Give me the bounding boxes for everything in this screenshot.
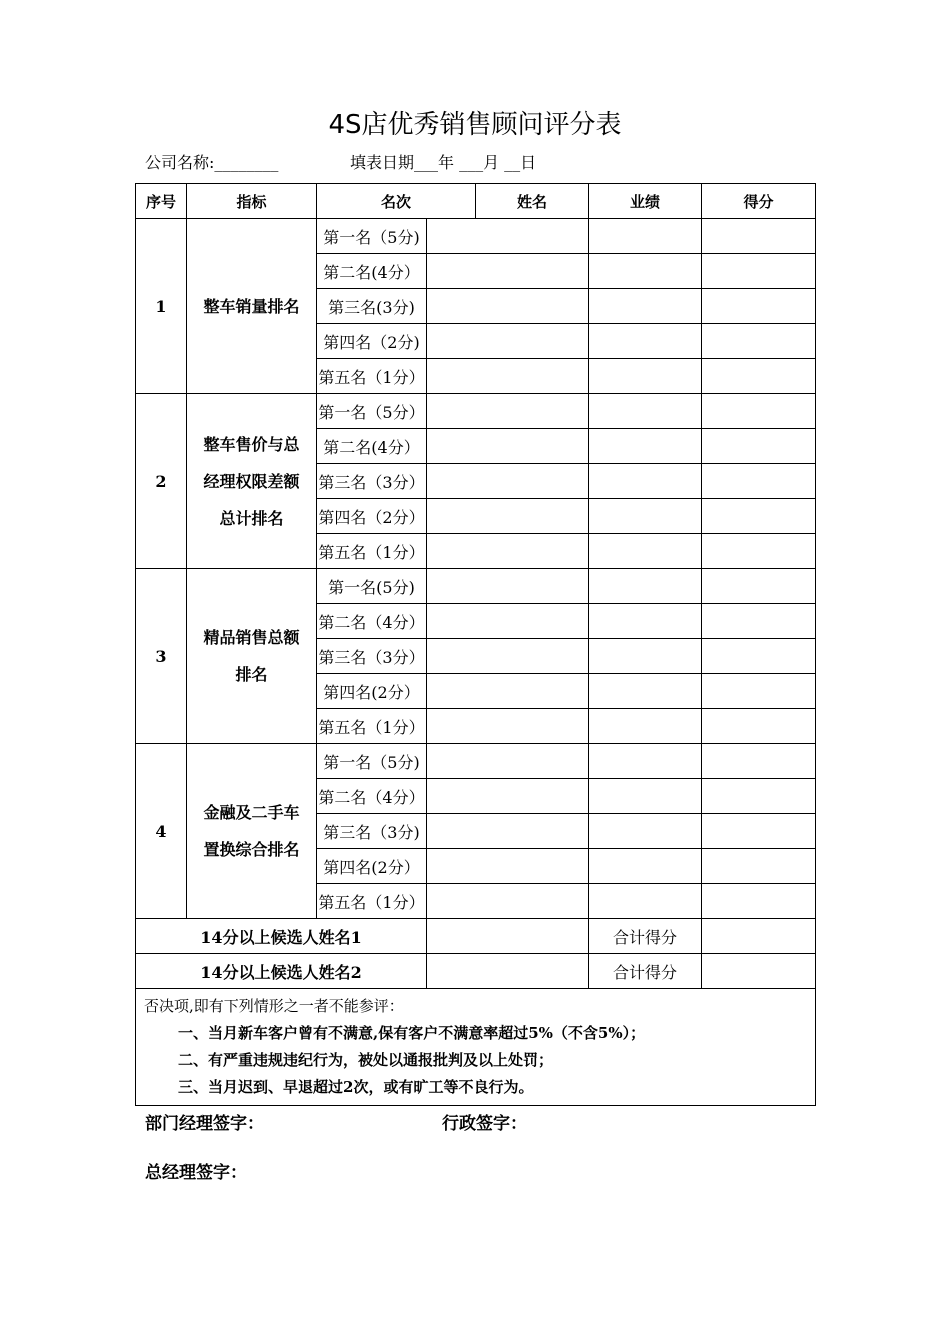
- score-cell[interactable]: [702, 359, 816, 394]
- performance-cell[interactable]: [589, 254, 702, 289]
- veto-item: 二、有严重违规违纪行为，被处以通报批判及以上处罚；: [178, 1051, 554, 1069]
- score-cell[interactable]: [702, 254, 816, 289]
- indicator-line: 置换综合排名: [203, 840, 300, 859]
- candidate-row: [136, 954, 816, 989]
- indicator-line: 总计排名: [219, 508, 284, 528]
- indicator-line: 整车售价与总: [203, 434, 300, 454]
- indicator-line: 经理权限差额: [203, 471, 300, 491]
- admin-signature[interactable]: 行政签字：: [442, 1114, 527, 1134]
- candidate-name-cell[interactable]: [427, 919, 589, 954]
- rank-row: [136, 744, 816, 779]
- dept-manager-signature[interactable]: 部门经理签字：: [145, 1114, 264, 1134]
- rank-label: 第一名(5分): [317, 569, 427, 604]
- total-score-label: 合计得分: [589, 954, 702, 989]
- company-name-field[interactable]: 公司名称:________: [145, 153, 279, 172]
- group-index: 3: [136, 569, 187, 744]
- score-cell[interactable]: [702, 674, 816, 709]
- score-cell[interactable]: [702, 464, 816, 499]
- rank-label: 第二名（4分）: [317, 604, 427, 639]
- performance-cell[interactable]: [589, 639, 702, 674]
- score-cell[interactable]: [702, 884, 816, 919]
- indicator-line: 整车销量排名: [203, 296, 300, 316]
- name-cell[interactable]: [427, 534, 589, 569]
- name-cell[interactable]: [427, 779, 589, 814]
- indicator-line: 精品销售总额: [203, 628, 300, 647]
- performance-cell[interactable]: [589, 359, 702, 394]
- name-cell[interactable]: [427, 604, 589, 639]
- group-index: 2: [136, 394, 187, 569]
- name-cell[interactable]: [427, 429, 589, 464]
- rank-label: 第五名（1分）: [317, 884, 427, 919]
- score-cell[interactable]: [702, 639, 816, 674]
- score-cell[interactable]: [702, 604, 816, 639]
- name-cell[interactable]: [427, 499, 589, 534]
- score-cell[interactable]: [702, 289, 816, 324]
- performance-cell[interactable]: [589, 674, 702, 709]
- rank-label: 第四名(2分）: [317, 849, 427, 884]
- name-cell[interactable]: [427, 254, 589, 289]
- score-cell[interactable]: [702, 709, 816, 744]
- performance-cell[interactable]: [589, 569, 702, 604]
- header-rank: 名次: [317, 184, 476, 219]
- general-manager-signature[interactable]: 总经理签字：: [145, 1163, 247, 1183]
- name-cell[interactable]: [427, 744, 589, 779]
- rank-label: 第一名（5分）: [317, 394, 427, 429]
- total-score-label: 合计得分: [589, 919, 702, 954]
- name-cell[interactable]: [427, 674, 589, 709]
- performance-cell[interactable]: [589, 429, 702, 464]
- score-table: [135, 183, 816, 1106]
- score-cell[interactable]: [702, 569, 816, 604]
- rank-label: 第一名（5分): [317, 219, 427, 254]
- header-indicator: 指标: [187, 184, 317, 219]
- rank-row: [136, 219, 816, 254]
- header-performance: 业绩: [589, 184, 702, 219]
- performance-cell[interactable]: [589, 219, 702, 254]
- rank-label: 第四名（2分）: [317, 499, 427, 534]
- performance-cell[interactable]: [589, 744, 702, 779]
- total-score-cell[interactable]: [702, 954, 816, 989]
- rank-row: [136, 569, 816, 604]
- score-cell[interactable]: [702, 499, 816, 534]
- score-cell[interactable]: [702, 779, 816, 814]
- score-cell[interactable]: [702, 219, 816, 254]
- candidate-row: [136, 919, 816, 954]
- group-indicator: [187, 569, 317, 744]
- name-cell[interactable]: [427, 394, 589, 429]
- rank-label: 第三名（3分）: [317, 464, 427, 499]
- performance-cell[interactable]: [589, 534, 702, 569]
- performance-cell[interactable]: [589, 709, 702, 744]
- group-indicator: [187, 394, 317, 569]
- name-cell[interactable]: [427, 324, 589, 359]
- rank-label: 第四名（2分): [317, 324, 427, 359]
- performance-cell[interactable]: [589, 324, 702, 359]
- rank-label: 第五名（1分）: [317, 709, 427, 744]
- indicator-line: 排名: [235, 665, 268, 684]
- performance-cell[interactable]: [589, 849, 702, 884]
- total-score-cell[interactable]: [702, 919, 816, 954]
- performance-cell[interactable]: [589, 289, 702, 324]
- header-index: 序号: [136, 184, 187, 219]
- performance-cell[interactable]: [589, 499, 702, 534]
- candidate-label: 14分以上候选人姓名1: [136, 919, 427, 954]
- name-cell[interactable]: [427, 464, 589, 499]
- score-cell[interactable]: [702, 534, 816, 569]
- rank-label: 第四名(2分）: [317, 674, 427, 709]
- name-cell[interactable]: [427, 569, 589, 604]
- name-cell[interactable]: [427, 709, 589, 744]
- group-index: 1: [136, 219, 187, 394]
- group-indicator: [187, 744, 317, 919]
- page-title: 4S店优秀销售顾问评分表: [328, 110, 622, 140]
- name-cell[interactable]: [427, 359, 589, 394]
- score-cell[interactable]: [702, 394, 816, 429]
- name-cell[interactable]: [427, 849, 589, 884]
- rank-row: [136, 394, 816, 429]
- veto-intro: 否决项,即有下列情形之一者不能参评：: [144, 997, 404, 1015]
- name-cell[interactable]: [427, 884, 589, 919]
- name-cell[interactable]: [427, 814, 589, 849]
- header-name: 姓名: [476, 184, 589, 219]
- score-cell[interactable]: [702, 429, 816, 464]
- performance-cell[interactable]: [589, 464, 702, 499]
- candidate-name-cell[interactable]: [427, 954, 589, 989]
- score-cell[interactable]: [702, 849, 816, 884]
- group-index: 4: [136, 744, 187, 919]
- rank-label: 第二名(4分）: [317, 429, 427, 464]
- score-cell[interactable]: [702, 744, 816, 779]
- group-indicator: [187, 219, 317, 394]
- rank-label: 第三名(3分): [317, 289, 427, 324]
- performance-cell[interactable]: [589, 779, 702, 814]
- name-cell[interactable]: [427, 639, 589, 674]
- indicator-line: 金融及二手车: [203, 803, 300, 822]
- score-cell[interactable]: [702, 324, 816, 359]
- rank-label: 第五名（1分）: [317, 359, 427, 394]
- fill-date-field[interactable]: 填表日期___年 ___月 __日: [350, 153, 537, 172]
- rank-label: 第二名（4分）: [317, 779, 427, 814]
- name-cell[interactable]: [427, 289, 589, 324]
- header-row: [136, 184, 816, 219]
- candidate-label: 14分以上候选人姓名2: [136, 954, 427, 989]
- performance-cell[interactable]: [589, 814, 702, 849]
- rank-label: 第三名（3分): [317, 814, 427, 849]
- veto-notes: [136, 989, 816, 1106]
- veto-item: 一、当月新车客户曾有不满意,保有客户不满意率超过5%（不含5%）；: [178, 1024, 646, 1042]
- rank-label: 第三名（3分）: [317, 639, 427, 674]
- rank-label: 第一名（5分): [317, 744, 427, 779]
- performance-cell[interactable]: [589, 604, 702, 639]
- performance-cell[interactable]: [589, 394, 702, 429]
- veto-item: 三、当月迟到、早退超过2次，或有旷工等不良行为。: [178, 1078, 534, 1096]
- rank-label: 第五名（1分）: [317, 534, 427, 569]
- score-cell[interactable]: [702, 814, 816, 849]
- name-cell[interactable]: [427, 219, 589, 254]
- header-score: 得分: [702, 184, 816, 219]
- veto-row: [136, 989, 816, 1106]
- performance-cell[interactable]: [589, 884, 702, 919]
- rank-label: 第二名(4分）: [317, 254, 427, 289]
